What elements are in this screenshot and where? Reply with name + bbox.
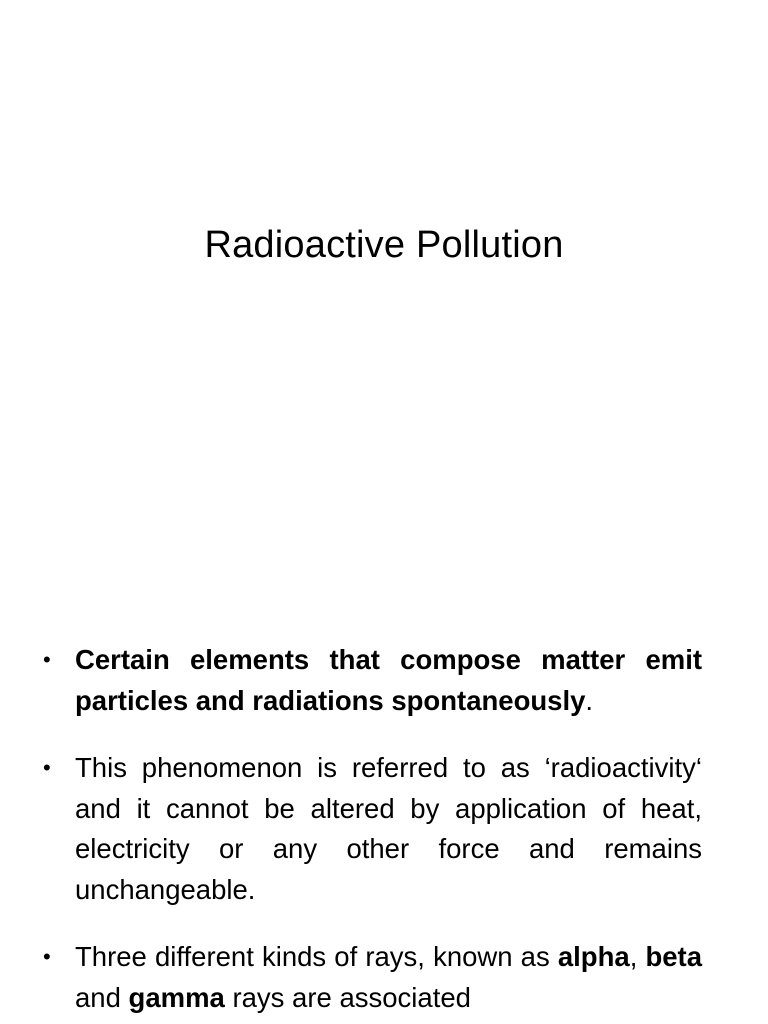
bullet-bold-text: Certain elements that compose matter emit particles and radiations spontaneously (75, 644, 702, 716)
bullet-dot-icon: • (43, 944, 51, 969)
separator-and: and (75, 981, 129, 1013)
beta-term: beta (645, 941, 703, 972)
bullet-item-rays (40, 937, 702, 1018)
bullet-list (40, 640, 702, 1024)
bullet-text-start: Three different kinds of rays, known as (75, 941, 558, 972)
bullet-dot-icon: • (43, 755, 51, 780)
separator-comma: , (629, 941, 646, 972)
slide-title: Radioactive Pollution (204, 224, 564, 266)
bullet-item-elements (40, 640, 702, 721)
bullet-item-radioactivity (40, 748, 702, 910)
bullet-dot-icon: • (43, 647, 51, 672)
bullet-text: This phenomenon is referred to as ‘radioactivity‘ and it cannot be altered by application of heat, electricity or any other force and remains unchangeable. (75, 752, 702, 905)
bullet-text-end: rays are associated (224, 981, 471, 1013)
alpha-term: alpha (557, 941, 630, 972)
bullet-end-punctuation: . (585, 684, 594, 716)
gamma-term: gamma (128, 981, 225, 1013)
